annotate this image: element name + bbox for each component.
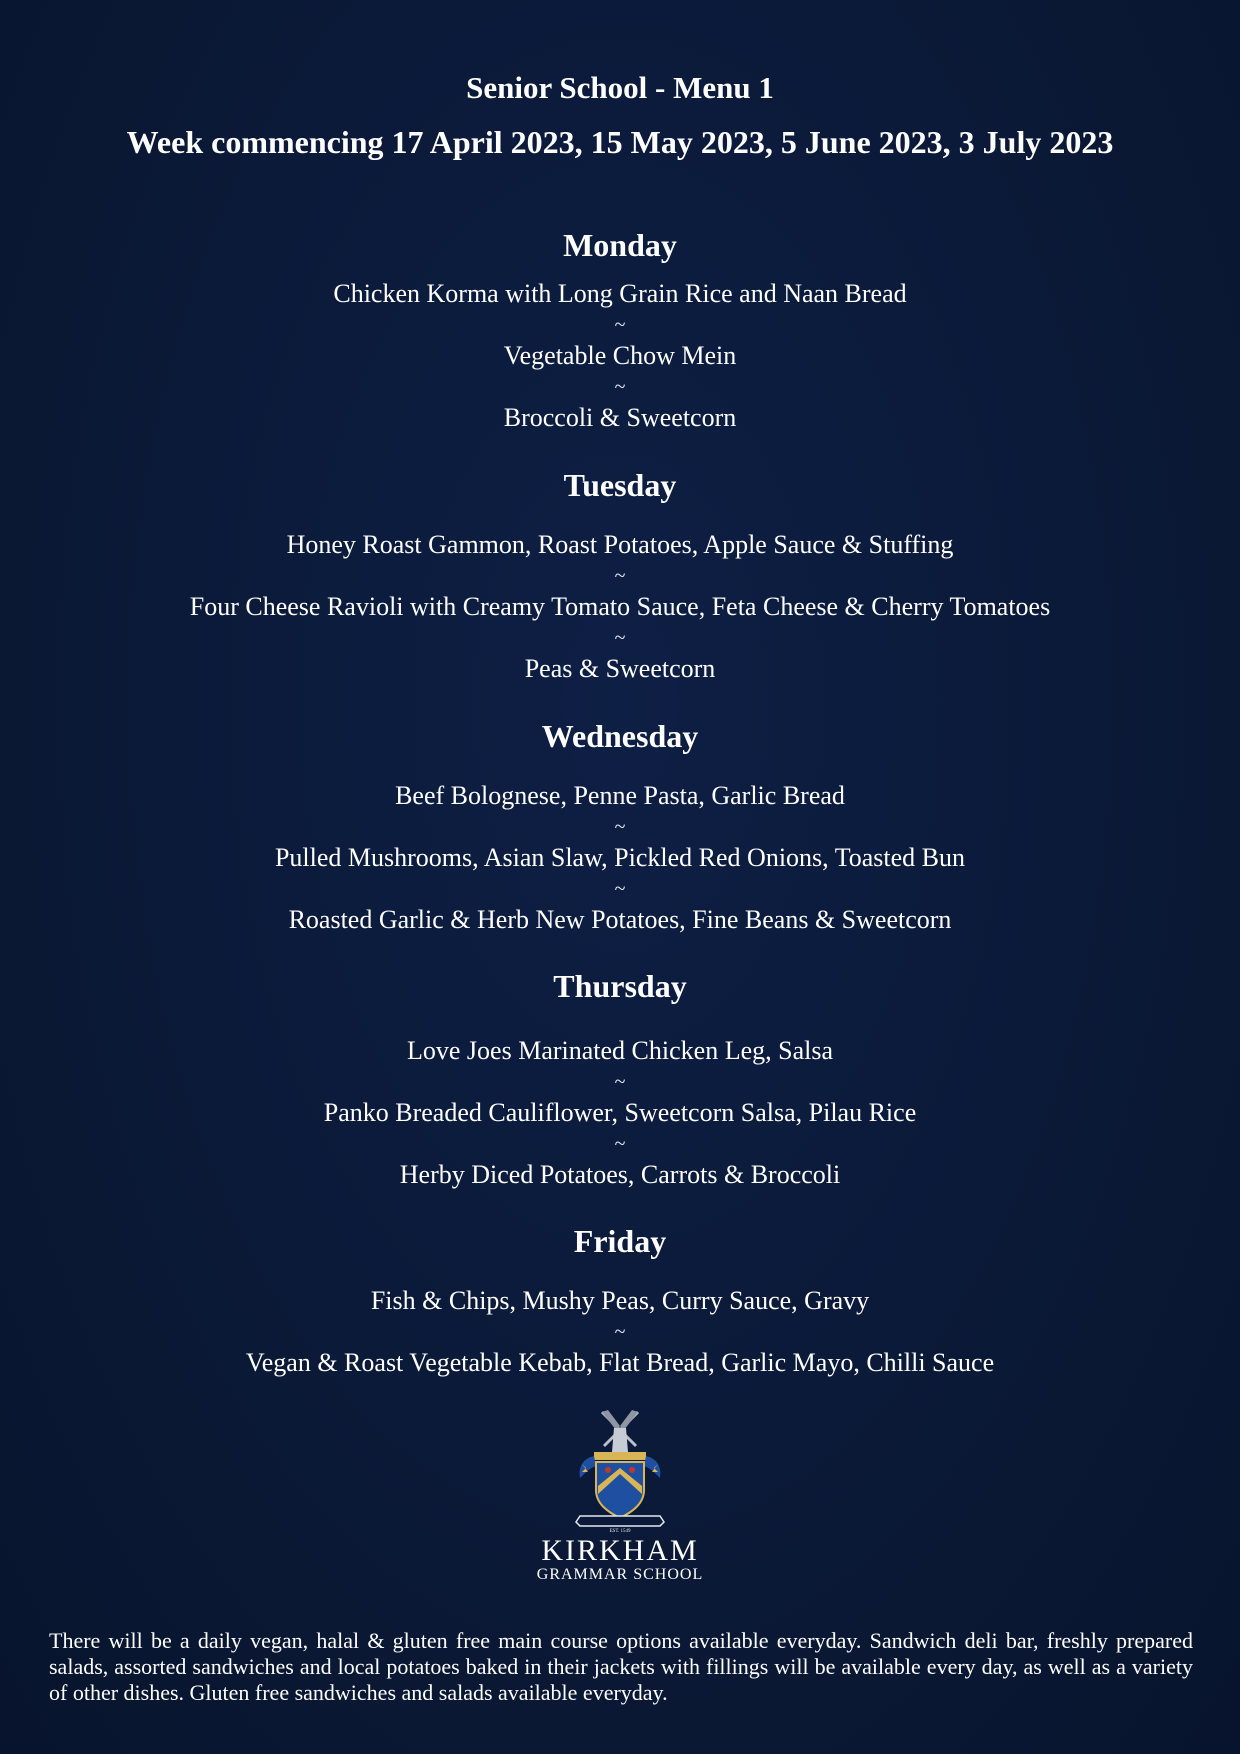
day-heading: Monday (563, 227, 677, 263)
day-section-monday (0, 227, 1240, 433)
day-section-tuesday (0, 467, 1240, 684)
menu-dish: Herby Diced Potatoes, Carrots & Broccoli (399, 1160, 841, 1189)
menu-dish: Chicken Korma with Long Grain Rice and Naan Bread (333, 279, 907, 308)
school-crest-icon (560, 1408, 680, 1532)
dish-separator: ~ (614, 878, 626, 900)
menu-dish: Love Joes Marinated Chicken Leg, Salsa (407, 1036, 833, 1065)
menu-dish: Fish & Chips, Mushy Peas, Curry Sauce, Gravy (370, 1286, 870, 1315)
day-heading: Tuesday (563, 467, 677, 503)
svg-text:EST. 1549: EST. 1549 (609, 1529, 631, 1532)
school-name: KIRKHAM (541, 1534, 699, 1567)
menu-dish: Beef Bolognese, Penne Pasta, Garlic Bread (395, 781, 845, 810)
dish-separator: ~ (614, 816, 626, 838)
dish-separator: ~ (614, 627, 626, 649)
day-section-wednesday (0, 718, 1240, 935)
menu-dish: Vegan & Roast Vegetable Kebab, Flat Bread, Garlic Mayo, Chilli Sauce (245, 1348, 995, 1377)
day-heading: Friday (573, 1223, 667, 1259)
page-title: Senior School - Menu 1 (466, 70, 774, 105)
dish-separator: ~ (614, 565, 626, 587)
menu-dish: Pulled Mushrooms, Asian Slaw, Pickled Red Onions, Toasted Bun (274, 843, 966, 872)
week-commencing-line: Week commencing 17 April 2023, 15 May 2023, 5 June 2023, 3 July 2023 (126, 124, 1114, 160)
menu-dish: Peas & Sweetcorn (524, 654, 716, 683)
dish-separator: ~ (614, 314, 626, 336)
menu-dish: Vegetable Chow Mein (503, 341, 737, 370)
menu-footnote: There will be a daily vegan, halal & gluten free main course options available everyday. Sandwich deli bar, freshly prepared salads, assorted sandwiches and local potatoes baked in their jackets with fillings will be available every day, as well as a variety of other dishes. Gluten free sandwiches and salads available everyday. (49, 1628, 1193, 1705)
day-heading: Thursday (553, 968, 687, 1004)
dish-separator: ~ (614, 1321, 626, 1343)
menu-dish: Four Cheese Ravioli with Creamy Tomato Sauce, Feta Cheese & Cherry Tomatoes (189, 592, 1051, 621)
dish-separator: ~ (614, 1071, 626, 1093)
menu-dish: Broccoli & Sweetcorn (503, 403, 737, 432)
day-section-friday (0, 1223, 1240, 1378)
school-logo (520, 1408, 720, 1588)
menu-dish: Panko Breaded Cauliflower, Sweetcorn Salsa, Pilau Rice (323, 1098, 917, 1127)
day-section-thursday (0, 968, 1240, 1190)
dish-separator: ~ (614, 1133, 626, 1155)
school-subname: GRAMMAR SCHOOL (536, 1566, 704, 1583)
day-heading: Wednesday (541, 718, 699, 754)
menu-dish: Roasted Garlic & Herb New Potatoes, Fine Beans & Sweetcorn (288, 905, 952, 934)
menu-dish: Honey Roast Gammon, Roast Potatoes, Apple Sauce & Stuffing (286, 530, 954, 559)
dish-separator: ~ (614, 376, 626, 398)
